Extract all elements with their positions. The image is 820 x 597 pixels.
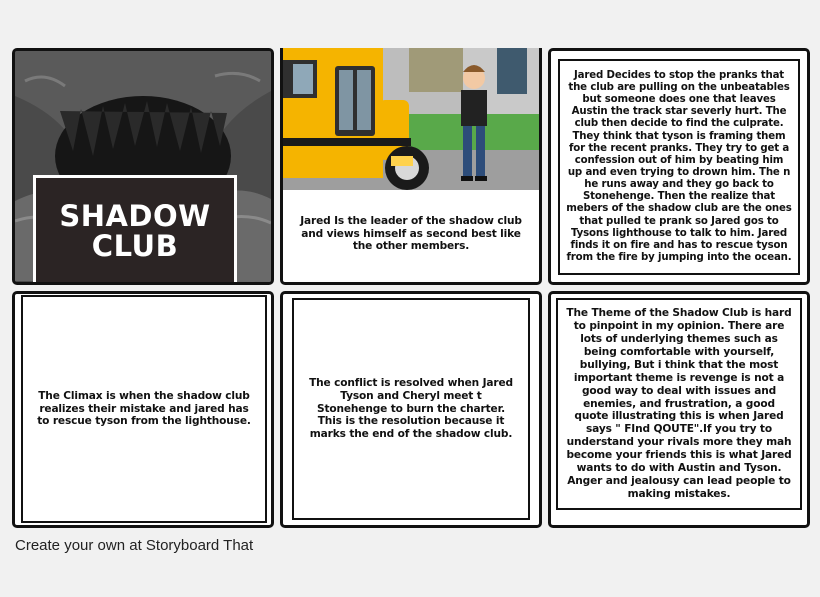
storyboard-that-credit-link[interactable]: Create your own at Storyboard That (15, 537, 254, 554)
panel-3-text: Jared Decides to stop the pranks that the club are pulling on the unbeatables but someone does one that leaves Austin the track star severly hurt. The club then decide to find the culprate. They think that tyson is framing them for the recent pranks. They try to get a confession out of him by beating him up and even trying to drown him. The n he runs away and they go back to Stonehenge. Then the realize that mebers of the shadow club are the ones that pulled te prank so Jared gos to Tysons lighthouse to talk to him. Jared finds it on fire and has to rescue tyson from the fire by jumping into the ocean. (566, 69, 792, 263)
panel-title-card (12, 48, 274, 285)
bus-scene (283, 48, 539, 190)
panel-5-textbox (292, 298, 530, 520)
panel-4-text: The Climax is when the shadow club realizes their mistake and jared has to rescue tyson from the lighthouse. (37, 389, 251, 428)
title-plate (33, 175, 237, 285)
panel-5-text: The conflict is resolved when Jared Tyson and Cheryl meet t Stonehenge to burn the charter. This is the resolution because it marks the end of the shadow club. (309, 376, 513, 441)
panel-climax (12, 291, 274, 528)
panel-3-textbox (558, 59, 800, 275)
title-line-2: CLUB (91, 229, 179, 263)
panel-theme (548, 291, 810, 528)
panel-6-textbox (556, 298, 802, 510)
panel-jared-intro (280, 48, 542, 285)
panel-2-text: Jared Is the leader of the shadow club and views himself as second best like the other members. (300, 214, 522, 253)
panel-plot (548, 48, 810, 285)
panel-4-textbox (21, 295, 267, 523)
panel-6-text: The Theme of the Shadow Club is hard to pinpoint in my opinion. There are lots of underlying themes such as being comfortable with yourself, bullying, But i think that the most important theme is revenge is not a good way to deal with issues and enemies, and frustration, a good quote illustrating this is when Jared says " FInd QOUTE".If you try to understand your rivals more they mah become your friends this is what Jared wants to do with Austin and Tyson. Anger and jealousy can lead people to making mistakes. (566, 307, 792, 500)
title-line-1: SHADOW (59, 198, 211, 233)
panel-2-textbox (285, 190, 537, 278)
panel-resolution (280, 291, 542, 528)
